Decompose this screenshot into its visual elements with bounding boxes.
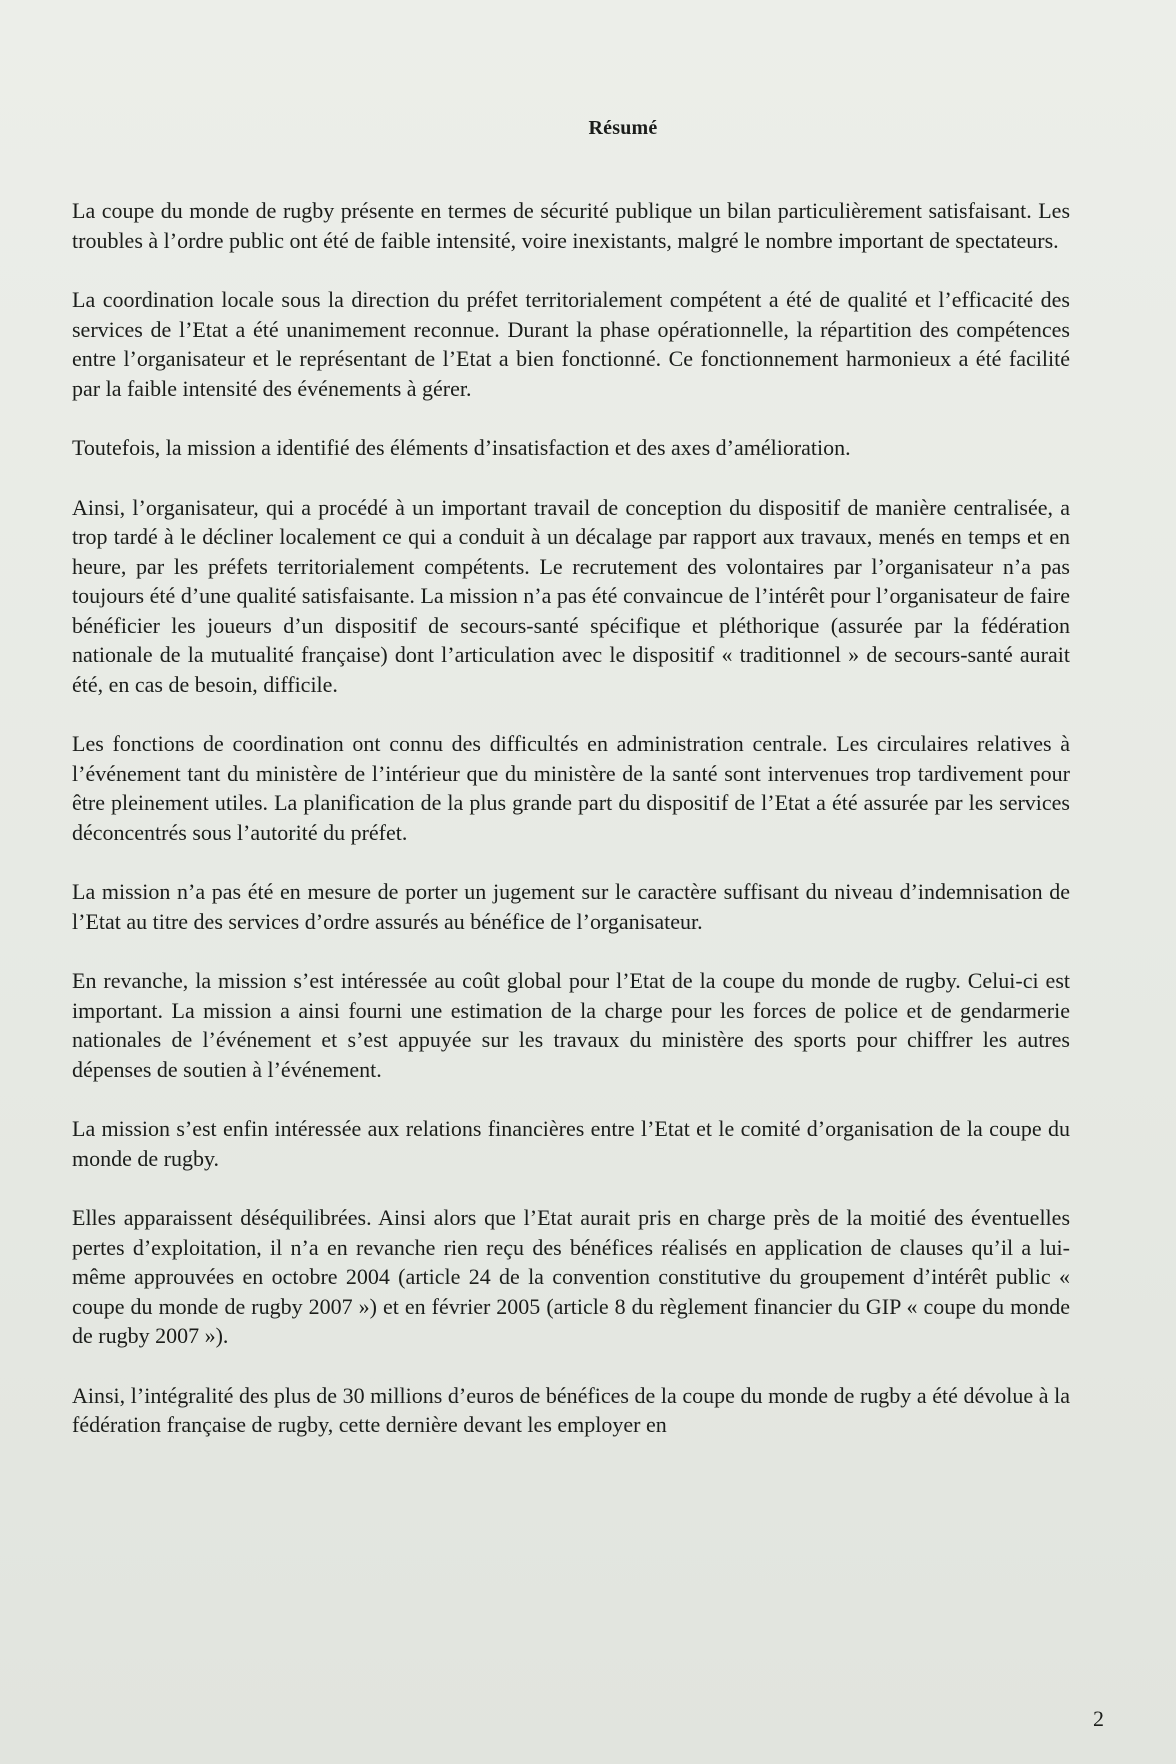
paragraph: Toutefois, la mission a identifié des éléments d’insatisfaction et des axes d’amélioration. — [72, 435, 851, 460]
paragraph: En revanche, la mission s’est intéressée au coût global pour l’Etat de la coupe du monde de rugby. Celui-ci est important. La mission a ainsi fourni une estimation de la charge pour les forces de police et de gendarmerie nationales de l’événement et s’est appuyée sur les travaux du ministère des sports pour chiffrer les autres dépenses de soutien à l’événement. — [72, 968, 1070, 1082]
paragraph: Ainsi, l’intégralité des plus de 30 millions d’euros de bénéfices de la coupe du monde de rugby a été dévolue à la fédération française de rugby, cette dernière devant les employer en — [72, 1382, 1070, 1437]
paragraph: Elles apparaissent déséquilibrées. Ainsi alors que l’Etat aurait pris en charge près de la moitié des éventuelles pertes d’exploitation, il n’a en revanche rien reçu des bénéfices réalisés en application de clauses qu’il a lui-même approuvées en octobre 2004 (article 24 de la convention constitutive du groupement d’intérêt public « coupe du monde de rugby 2007 ») et en février 2005 (article 8 du règlement financier du GIP « coupe du monde de rugby 2007 »). — [72, 1205, 1070, 1348]
paragraph: La mission n’a pas été en mesure de porter un jugement sur le caractère suffisant du niveau d’indemnisation de l’Etat au titre des services d’ordre assurés au bénéfice de l’organisateur. — [72, 879, 1070, 934]
paragraph: La coordination locale sous la direction du préfet territorialement compétent a été de qualité et l’efficacité des services de l’Etat a été unanimement reconnue. Durant la phase opérationnelle, la répartition des compétences entre l’organisateur et le représentant de l’Etat a bien fonctionné. Ce fonctionnement harmonieux a été facilité par la faible intensité des événements à gérer. — [72, 287, 1070, 401]
paragraph: La coupe du monde de rugby présente en termes de sécurité publique un bilan particulièrement satisfaisant. Les troubles à l’ordre public ont été de faible intensité, voire inexistants, malgré le nombre important de spectateurs. — [72, 198, 1070, 253]
paragraph: Ainsi, l’organisateur, qui a procédé à un important travail de conception du dispositif de manière centralisée, a trop tardé à le décliner localement ce qui a conduit à un décalage par rapport aux travaux, menés en temps et en heure, par les préfets territorialement compétents. Le recrutement des volontaires par l’organisateur n’a pas toujours été d’une qualité satisfaisante. La mission n’a pas été convaincue de l’intérêt pour l’organisateur de faire bénéficier les joueurs d’un dispositif de secours-santé spécifique et pléthorique (assurée par la fédération nationale de la mutualité française) dont l’articulation avec le dispositif « traditionnel » de secours-santé aurait été, en cas de besoin, difficile. — [72, 494, 1070, 697]
page-number: 2 — [1093, 1706, 1104, 1731]
paragraph: La mission s’est enfin intéressée aux relations financières entre l’Etat et le comité d’organisation de la coupe du monde de rugby. — [72, 1116, 1070, 1171]
paragraph: Les fonctions de coordination ont connu des difficultés en administration centrale. Les circulaires relatives à l’événement tant du ministère de l’intérieur que du ministère de la santé sont intervenues trop tardivement pour être pleinement utiles. La planification de la plus grande part du dispositif de l’Etat a été assurée par les services déconcentrés sous l’autorité du préfet. — [72, 731, 1070, 845]
body-text — [72, 196, 1070, 1470]
page-title: Résumé — [588, 117, 658, 139]
